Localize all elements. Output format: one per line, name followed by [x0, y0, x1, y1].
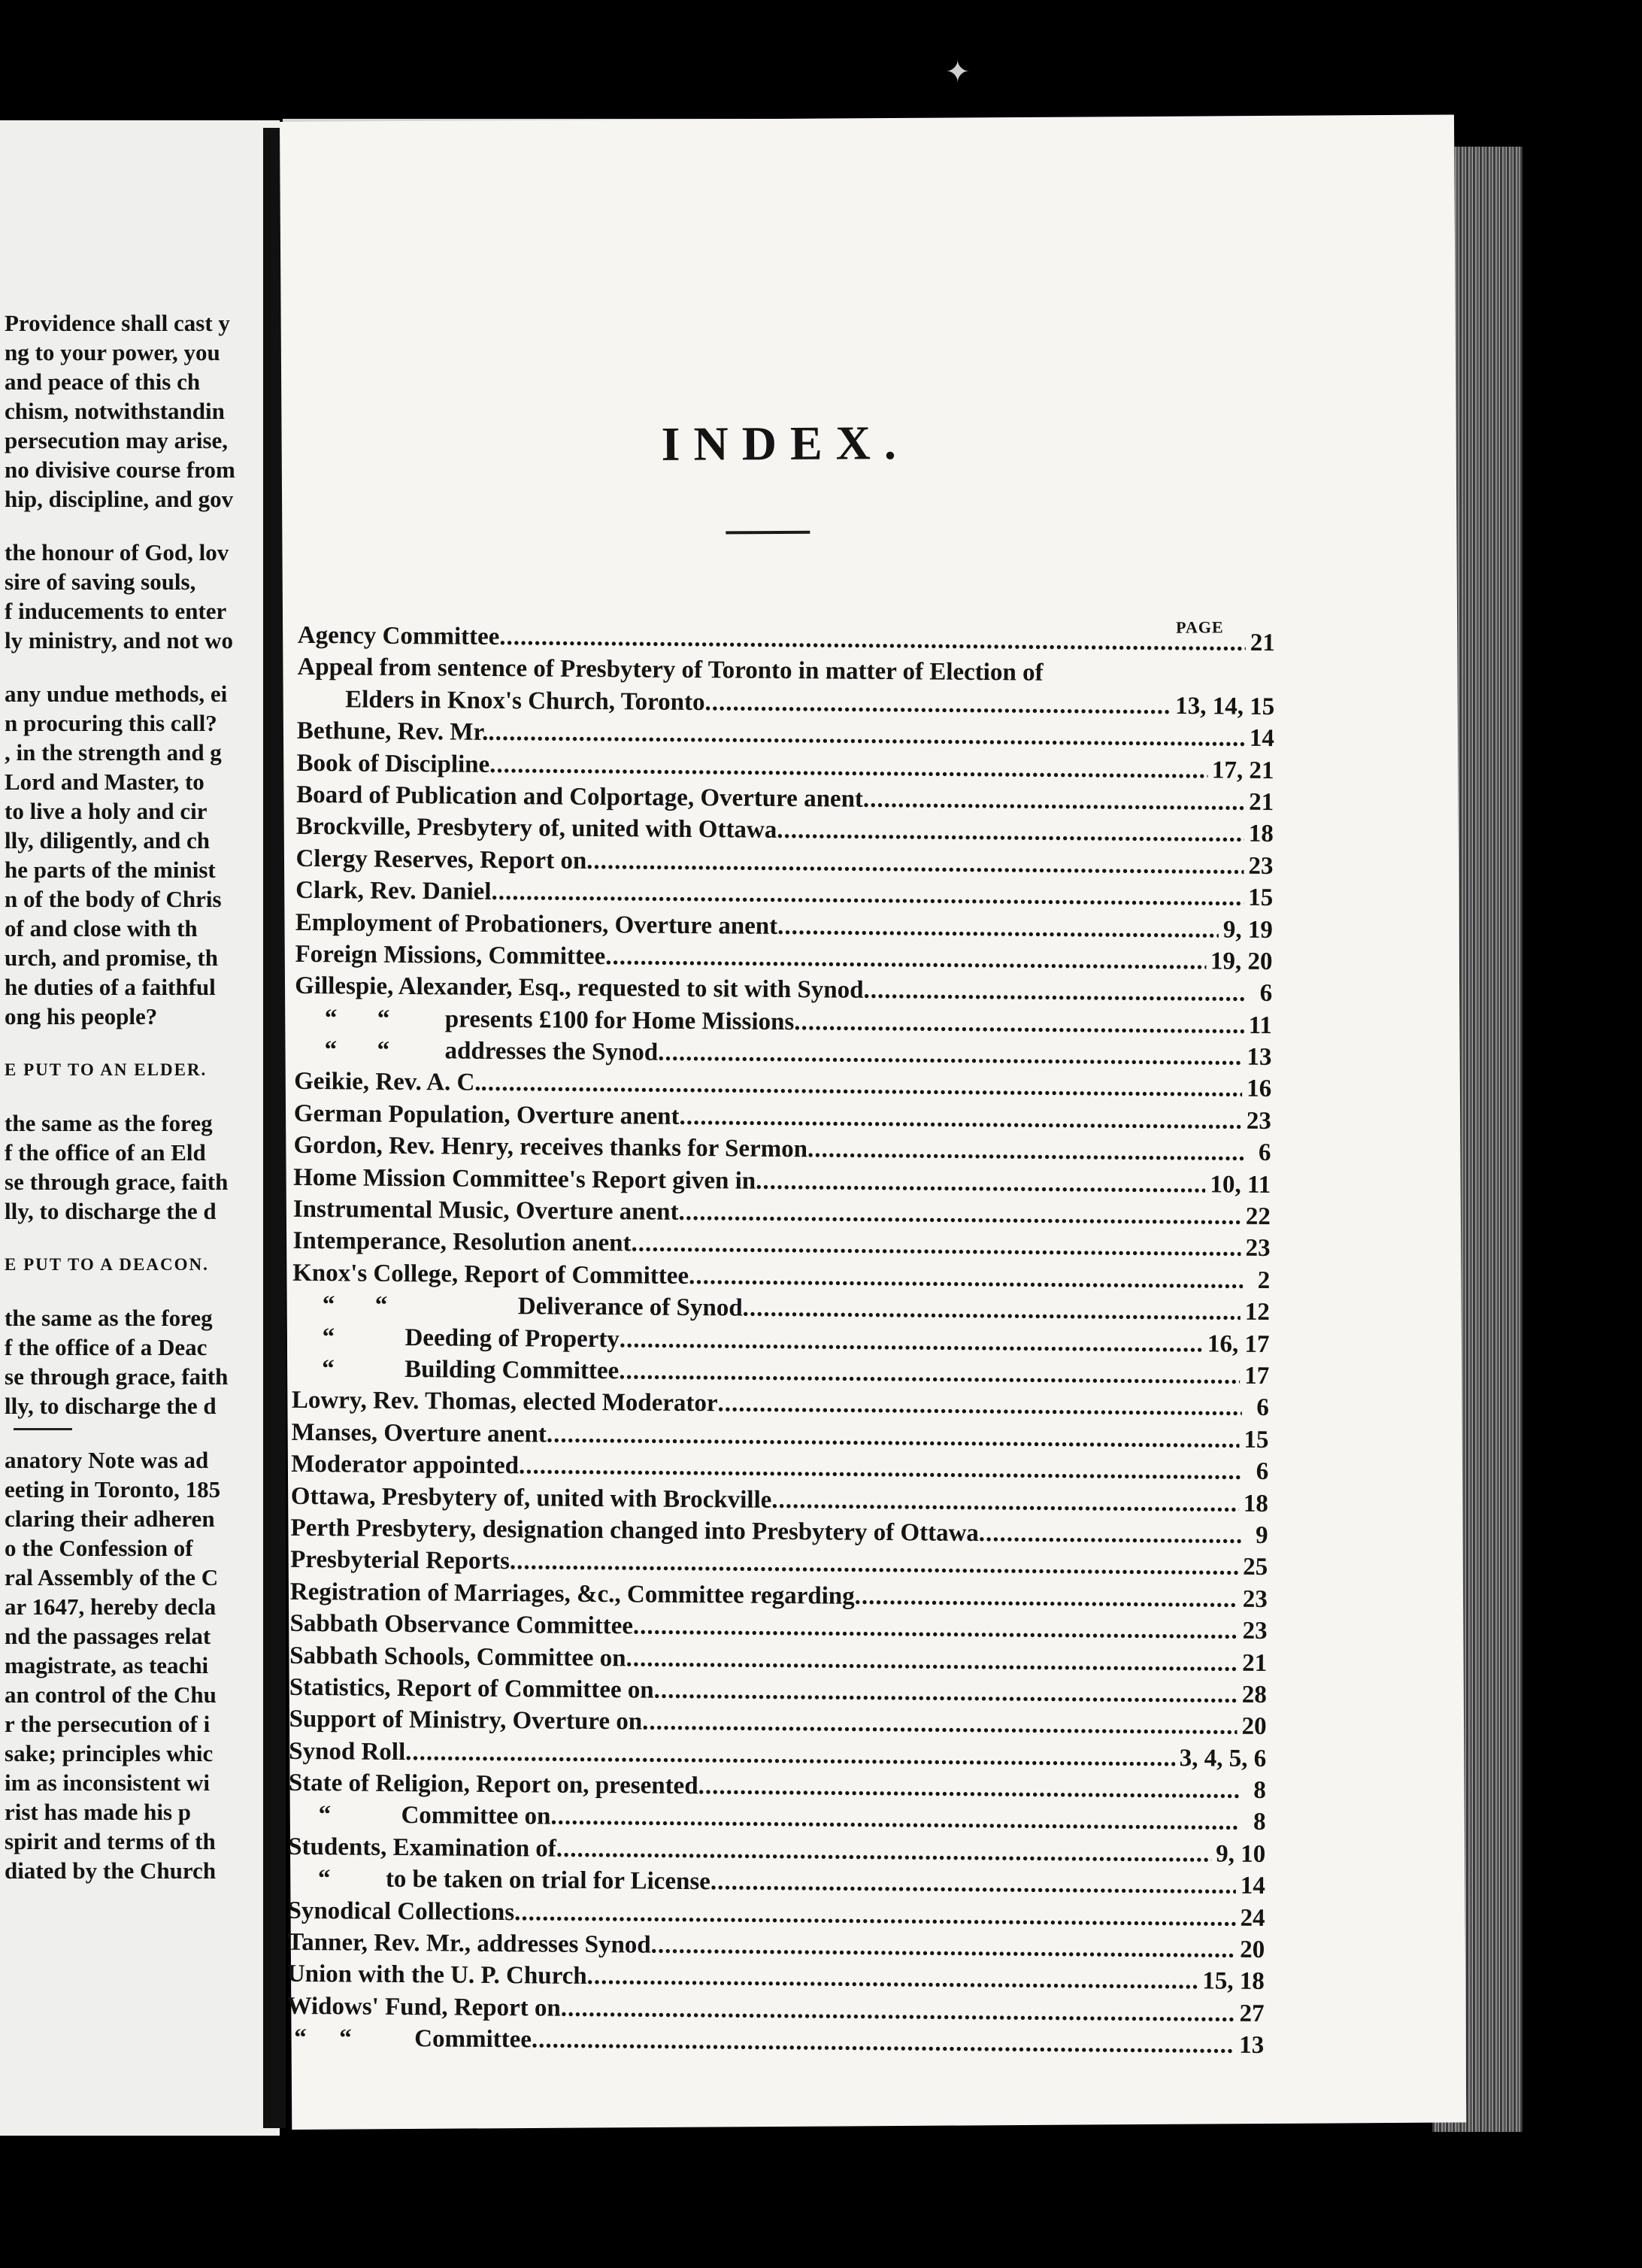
entry-page: 6 — [1259, 980, 1273, 1008]
entry-page: 18 — [1248, 820, 1274, 848]
entry-label: Perth Presbytery, designation changed into Presbytery of Ottawa — [290, 1514, 980, 1547]
entry-page: 27 — [1239, 2000, 1265, 2027]
entry-page: 28 — [1241, 1681, 1267, 1709]
entry-page: 25 — [1243, 1554, 1268, 1581]
left-line: ong his people? — [5, 1003, 158, 1029]
entry-page: 23 — [1246, 1107, 1271, 1135]
left-line: o the Confession of — [5, 1535, 193, 1561]
entry-page: 12 — [1244, 1298, 1270, 1327]
entry-label: Clergy Reserves, Report on — [295, 844, 587, 875]
entry-text: addresses the Synod — [444, 1037, 659, 1066]
entry-label: Tanner, Rev. Mr., addresses Synod — [287, 1928, 651, 1959]
left-line: ral Assembly of the C — [5, 1564, 219, 1590]
entry-label: Elders in Knox's Church, Toronto — [345, 686, 705, 716]
entry-text: Building Committee — [404, 1355, 620, 1385]
entry-label: Presbyterial Reports — [290, 1546, 510, 1575]
entry-page: 13, 14, 15 — [1175, 692, 1275, 720]
left-line: anatory Note was ad — [5, 1447, 209, 1473]
entry-page: 6 — [1256, 1394, 1269, 1422]
leader-dots — [679, 1101, 1242, 1137]
left-page-text — [5, 308, 280, 1885]
left-line: sire of saving souls, — [5, 569, 196, 595]
leader-dots — [619, 1355, 1240, 1392]
leader-dots — [651, 1930, 1236, 1966]
entry-page: 16 — [1247, 1075, 1272, 1103]
entry-label: Book of Discipline — [296, 749, 490, 778]
left-line: ar 1647, hereby decla — [5, 1593, 217, 1620]
leader-dots — [698, 1770, 1239, 1806]
left-page — [0, 120, 280, 2136]
left-line: n procuring this call? — [5, 710, 217, 736]
entry-label: Statistics, Report of Committee on — [289, 1673, 654, 1704]
entry-label: Lowry, Rev. Thomas, elected Moderator — [291, 1387, 718, 1418]
entry-label: Registration of Marriages, &c., Committee regarding — [289, 1578, 855, 1610]
leader-dots — [678, 1196, 1241, 1233]
left-line: claring their adheren — [5, 1505, 215, 1532]
left-line: , in the strength and g — [5, 739, 222, 766]
left-line: persecution may arise, — [5, 427, 229, 453]
leader-dots — [532, 2024, 1235, 2062]
entry-page: 13 — [1239, 2031, 1265, 2060]
leader-dots — [626, 1642, 1238, 1679]
ditto-mark: “ — [324, 1036, 338, 1064]
left-line: f the office of a Deac — [5, 1334, 208, 1360]
left-line: and peace of this ch — [5, 368, 201, 395]
left-line: nd the passages relat — [5, 1623, 211, 1649]
left-line: the same as the foreg — [5, 1305, 213, 1331]
index-entry — [286, 2022, 1264, 2062]
leader-dots — [556, 1833, 1212, 1869]
leader-dots — [979, 1518, 1241, 1551]
left-line: any undue methods, ei — [5, 681, 228, 707]
entry-label: Knox's College, Report of Committee — [292, 1259, 689, 1290]
left-line: lly, to discharge the d — [5, 1393, 217, 1419]
left-line: n of the body of Chris — [5, 886, 222, 912]
entry-page: 15 — [1244, 1426, 1269, 1454]
left-line: lly, to discharge the d — [5, 1198, 217, 1224]
left-line: sake; principles whic — [5, 1740, 214, 1766]
left-line: eeting in Toronto, 185 — [5, 1476, 221, 1502]
ditto-mark: “ — [322, 1323, 335, 1351]
left-line: se through grace, faith — [5, 1169, 229, 1195]
leader-dots — [704, 687, 1171, 722]
entry-page: 8 — [1253, 1809, 1266, 1836]
entry-page: 21 — [1249, 788, 1274, 817]
ditto-mark: “ — [322, 1355, 335, 1383]
entry-page: 23 — [1242, 1585, 1268, 1613]
left-line: chism, notwithstandin — [5, 398, 225, 424]
entry-page: 10, 11 — [1210, 1171, 1271, 1199]
left-line: Lord and Master, to — [5, 769, 204, 795]
left-line: f inducements to enter — [5, 598, 227, 624]
leader-dots — [794, 1006, 1244, 1042]
entry-page: 21 — [1242, 1649, 1268, 1677]
leader-dots — [710, 1866, 1236, 1902]
entry-page: 19, 20 — [1210, 948, 1273, 975]
entry-label: Students, Examination of — [288, 1833, 557, 1863]
entry-page: 16, 17 — [1207, 1330, 1270, 1358]
entry-page: 23 — [1248, 852, 1274, 880]
left-divider — [14, 1428, 72, 1430]
entry-label: Moderator appointed — [291, 1450, 520, 1480]
entry-label — [292, 1353, 619, 1387]
entry-page: 8 — [1253, 1776, 1266, 1805]
left-line: Providence shall cast y — [5, 310, 230, 336]
entry-page: 2 — [1257, 1266, 1271, 1294]
entry-label — [294, 1034, 658, 1069]
entry-label: Board of Publication and Colportage, Overture anent — [296, 781, 864, 813]
entry-page: 23 — [1242, 1617, 1268, 1645]
entry-page: 9, 19 — [1222, 916, 1273, 944]
entry-text: presents £100 for Home Missions — [444, 1005, 795, 1035]
left-line: im as inconsistent wi — [5, 1769, 210, 1796]
leader-dots — [771, 1484, 1239, 1519]
entry-page: 21 — [1250, 629, 1275, 657]
entry-label: Union with the U. P. Church — [286, 1960, 587, 1991]
left-line: the honour of God, lov — [5, 539, 229, 565]
left-line: he duties of a faithful — [5, 974, 216, 1000]
right-page — [280, 114, 1466, 2129]
leader-dots — [863, 975, 1245, 1009]
leader-dots — [561, 1992, 1235, 2029]
ditto-mark: “ — [294, 2024, 307, 2052]
ditto-mark: “ — [318, 1801, 332, 1829]
leader-dots — [519, 1450, 1241, 1487]
ditto-mark: “ — [322, 1291, 335, 1319]
entry-label: Bethune, Rev. Mr. — [296, 717, 489, 747]
entry-page: 20 — [1240, 1936, 1265, 1964]
leader-dots — [605, 941, 1206, 978]
entry-label: Widows' Fund, Report on — [286, 1992, 562, 2022]
top-mark: ✦ — [945, 55, 971, 89]
entry-label: Foreign Missions, Committee — [295, 940, 606, 970]
entry-page: 9, 10 — [1216, 1840, 1266, 1868]
entry-label — [286, 2022, 532, 2056]
left-line: r the persecution of i — [5, 1711, 211, 1737]
entry-label — [288, 1799, 550, 1833]
leader-dots — [514, 1897, 1236, 1934]
entry-label: Sabbath Schools, Committee on — [289, 1642, 626, 1672]
entry-page: 17, 21 — [1211, 756, 1274, 784]
entry-page: 6 — [1256, 1458, 1269, 1486]
entry-page: 23 — [1245, 1235, 1271, 1263]
left-line: diated by the Church — [5, 1857, 217, 1884]
left-line: no divisive course from — [5, 456, 235, 483]
leader-dots — [631, 1228, 1241, 1265]
entry-label: Sabbath Observance Committee — [289, 1609, 634, 1640]
leader-dots — [547, 1418, 1240, 1456]
entry-label: Ottawa, Presbytery of, united with Brockville — [290, 1482, 772, 1514]
entry-page: 18 — [1243, 1490, 1268, 1518]
entry-label — [292, 1320, 620, 1355]
leader-dots — [489, 748, 1207, 786]
left-line: to live a holy and cir — [5, 798, 208, 824]
leader-dots — [633, 1611, 1238, 1648]
entry-label: Gordon, Rev. Henry, receives thanks for Sermon — [293, 1132, 808, 1163]
entry-label: Geikie, Rev. A. C. — [294, 1068, 481, 1097]
ditto-mark: “ — [377, 1036, 390, 1064]
leader-dots — [777, 814, 1244, 850]
index-title: INDEX. — [661, 415, 910, 471]
entry-page: 15 — [1248, 884, 1274, 912]
entry-label — [292, 1289, 743, 1324]
entry-label: Gillespie, Alexander, Esq., requested to sit with Synod — [295, 972, 864, 1005]
left-line: the same as the foreg — [5, 1110, 213, 1136]
entry-text: Deliverance of Synod — [517, 1293, 743, 1322]
entry-label: Manses, Overture anent — [291, 1418, 547, 1448]
ditto-mark: “ — [377, 1005, 390, 1032]
left-line: an control of the Chu — [5, 1681, 217, 1708]
entry-page: 9 — [1255, 1521, 1268, 1549]
entry-page: 17 — [1244, 1362, 1270, 1390]
leader-dots — [777, 910, 1219, 945]
entry-page: 24 — [1240, 1904, 1265, 1932]
leader-dots — [658, 1037, 1243, 1074]
leader-dots — [586, 845, 1244, 882]
left-line: hip, discipline, and gov — [5, 486, 234, 512]
left-line: spirit and terms of th — [5, 1828, 216, 1854]
entry-label: Clark, Rev. Daniel — [295, 876, 492, 906]
entry-label: German Population, Overture anent — [293, 1099, 680, 1130]
entry-label — [295, 1002, 795, 1038]
leader-dots — [717, 1388, 1242, 1424]
entry-label: Brockville, Presbytery of, united with Ottawa — [295, 813, 777, 844]
left-line: ly ministry, and not wo — [5, 627, 234, 653]
entry-label: Employment of Probationers, Overture anent — [295, 908, 778, 940]
entry-text: Deeding of Property — [404, 1324, 620, 1353]
ditto-mark: “ — [324, 1004, 338, 1032]
left-line: lly, diligently, and ch — [5, 827, 211, 854]
index-entries — [286, 620, 1275, 2062]
entry-page: 15, 18 — [1202, 1967, 1265, 1996]
entry-page: 14 — [1249, 724, 1274, 753]
entry-page: 3, 4, 5, 6 — [1179, 1744, 1267, 1772]
entry-page: 14 — [1240, 1872, 1265, 1900]
entry-page: 22 — [1245, 1202, 1271, 1231]
left-section-heading: E PUT TO A DEACON. — [5, 1255, 209, 1274]
entry-label — [288, 1863, 710, 1898]
leader-dots — [863, 784, 1245, 818]
leader-dots — [689, 1260, 1243, 1296]
leader-dots — [807, 1133, 1244, 1169]
entry-label: Intemperance, Resolution anent — [292, 1227, 632, 1257]
entry-label: State of Religion, Report on, presented — [288, 1769, 698, 1800]
leader-dots — [620, 1324, 1203, 1360]
leader-dots — [587, 1960, 1198, 1997]
left-line: urch, and promise, th — [5, 944, 218, 971]
entry-label: Home Mission Committee's Report given in — [293, 1163, 756, 1195]
left-line: magistrate, as teachi — [5, 1652, 209, 1678]
left-section-heading: E PUT TO AN ELDER. — [5, 1060, 208, 1079]
entry-label: Appeal from sentence of Presbytery of Toronto in matter of Election of — [297, 653, 1044, 687]
entry-label: Support of Ministry, Overture on — [289, 1706, 643, 1736]
ditto-mark: “ — [374, 1291, 388, 1320]
entry-text: Committee — [414, 2025, 532, 2054]
left-line: rist has made his p — [5, 1799, 192, 1825]
entry-text: to be taken on trial for License — [385, 1866, 711, 1896]
page-column-label: PAGE — [1176, 617, 1224, 637]
leader-dots — [743, 1293, 1241, 1329]
title-rule — [726, 531, 810, 535]
entry-page: 13 — [1247, 1043, 1272, 1072]
entry-page: 6 — [1258, 1139, 1271, 1167]
left-line: se through grace, faith — [5, 1363, 229, 1390]
leader-dots — [654, 1675, 1238, 1712]
leader-dots — [550, 1801, 1238, 1839]
left-line: f the office of an Eld — [5, 1139, 206, 1166]
entry-label: Synod Roll — [289, 1737, 406, 1766]
entry-page: 11 — [1248, 1011, 1272, 1039]
leader-dots — [642, 1706, 1238, 1743]
left-line: of and close with th — [5, 915, 198, 941]
ditto-mark: “ — [339, 2024, 352, 2052]
leader-dots — [510, 1545, 1239, 1583]
leader-dots — [855, 1580, 1238, 1615]
ditto-mark: “ — [317, 1865, 331, 1893]
entry-label: Synodical Collections — [287, 1897, 515, 1926]
left-line: he parts of the minist — [5, 857, 216, 883]
entry-page: 20 — [1241, 1713, 1267, 1741]
left-line: ng to your power, you — [5, 339, 220, 365]
entry-label: Agency Committee — [297, 621, 500, 650]
entry-label: Instrumental Music, Overture anent — [292, 1195, 679, 1226]
entry-text: Committee on — [401, 1802, 551, 1831]
leader-dots — [756, 1165, 1206, 1200]
